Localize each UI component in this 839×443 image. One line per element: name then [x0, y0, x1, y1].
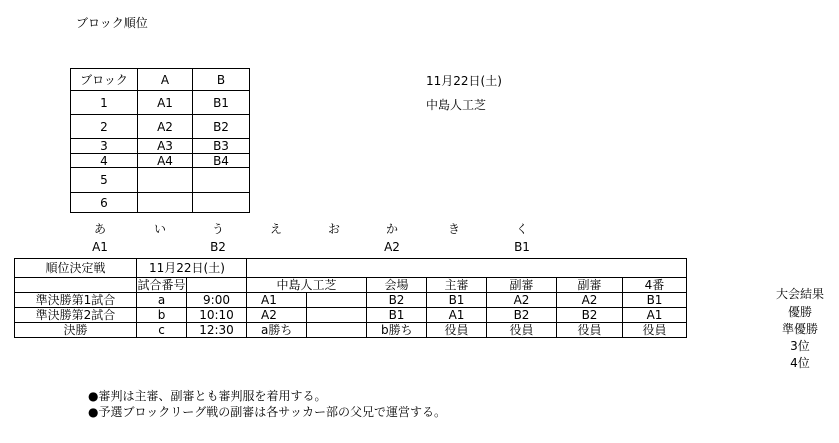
block-table-header	[71, 69, 250, 91]
match-time: 10:10	[187, 308, 247, 323]
header-block: ブロック	[71, 69, 138, 91]
header-assistant1: 副審	[487, 278, 557, 293]
final-table	[14, 258, 687, 338]
final-title-blank	[247, 259, 687, 278]
match-no: a	[137, 293, 187, 308]
match-court: B1	[367, 308, 427, 323]
match-assistant2: 役員	[557, 323, 623, 338]
table-row	[71, 193, 250, 213]
match-team2	[307, 308, 367, 323]
match-chief: A1	[427, 308, 487, 323]
match-assistant2: A2	[557, 293, 623, 308]
block-a-cell: A4	[138, 154, 193, 168]
note: ●審判は主審、副審とも審判服を着用する。	[88, 389, 327, 403]
match-assistant1: 役員	[487, 323, 557, 338]
block-b-cell	[193, 168, 250, 193]
final-title-row	[15, 259, 687, 278]
seed-label: B1	[514, 240, 530, 254]
block-number: 3	[71, 139, 138, 154]
page-title: ブロック順位	[76, 16, 148, 30]
block-b-cell: B4	[193, 154, 250, 168]
match-fourth: 役員	[623, 323, 687, 338]
kana-label: き	[447, 222, 460, 236]
block-b-cell: B2	[193, 115, 250, 139]
table-row	[71, 154, 250, 168]
block-b-cell: B1	[193, 91, 250, 115]
header-venue: 中島人工芝	[247, 278, 367, 293]
match-fourth: B1	[623, 293, 687, 308]
event-date: 11月22日(土)	[426, 74, 502, 88]
match-name: 準決勝第1試合	[15, 293, 137, 308]
kana-label: い	[153, 222, 166, 236]
block-number: 4	[71, 154, 138, 168]
table-row	[71, 168, 250, 193]
seed-label: B2	[210, 240, 226, 254]
header-blank	[15, 278, 137, 293]
match-team1: A1	[247, 293, 307, 308]
header-court: 会場	[367, 278, 427, 293]
match-no: b	[137, 308, 187, 323]
match-court: b勝ち	[367, 323, 427, 338]
block-a-cell: A1	[138, 91, 193, 115]
match-chief: B1	[427, 293, 487, 308]
result-item: 準優勝	[781, 322, 818, 336]
final-header-row	[15, 278, 687, 293]
block-table	[70, 68, 250, 213]
block-number: 1	[71, 91, 138, 115]
final-date: 11月22日(土)	[137, 259, 247, 278]
match-assistant2: B2	[557, 308, 623, 323]
block-a-cell: A2	[138, 115, 193, 139]
block-number: 2	[71, 115, 138, 139]
event-venue: 中島人工芝	[426, 98, 487, 112]
block-a-cell: A3	[138, 139, 193, 154]
header-chief: 主審	[427, 278, 487, 293]
match-team1: a勝ち	[247, 323, 307, 338]
table-row	[71, 139, 250, 154]
kana-label: う	[211, 222, 224, 236]
match-time: 12:30	[187, 323, 247, 338]
match-time: 9:00	[187, 293, 247, 308]
final-title: 順位決定戦	[15, 259, 137, 278]
table-row	[71, 115, 250, 139]
block-b-cell	[193, 193, 250, 213]
header-time-blank	[187, 278, 247, 293]
match-team2	[307, 293, 367, 308]
match-team1: A2	[247, 308, 307, 323]
block-number: 5	[71, 168, 138, 193]
match-assistant1: B2	[487, 308, 557, 323]
header-fourth: 4番	[623, 278, 687, 293]
header-match-no: 試合番号	[137, 278, 186, 292]
block-number: 6	[71, 193, 138, 213]
table-row	[71, 91, 250, 115]
match-assistant1: A2	[487, 293, 557, 308]
results-title: 大会結果	[775, 287, 824, 301]
seed-label: A1	[92, 240, 108, 254]
result-item: 3位	[790, 339, 810, 353]
match-chief: 役員	[427, 323, 487, 338]
result-item: 4位	[790, 356, 810, 370]
table-row	[15, 293, 687, 308]
note: ●予選ブロックリーグ戦の副審は各サッカー部の父兄で運営する。	[88, 405, 446, 419]
kana-label: く	[515, 222, 528, 236]
kana-label: お	[327, 222, 340, 236]
match-no: c	[137, 323, 187, 338]
block-b-cell: B3	[193, 139, 250, 154]
match-name: 準決勝第2試合	[15, 308, 137, 323]
match-court: B2	[367, 293, 427, 308]
match-fourth: A1	[623, 308, 687, 323]
block-a-cell	[138, 168, 193, 193]
table-row	[15, 323, 687, 338]
kana-label: か	[385, 222, 398, 236]
seed-label: A2	[384, 240, 400, 254]
kana-label: あ	[93, 222, 106, 236]
match-team2	[307, 323, 367, 338]
result-item: 優勝	[787, 305, 812, 319]
block-a-cell	[138, 193, 193, 213]
match-name: 決勝	[15, 323, 137, 338]
kana-label: え	[269, 222, 282, 236]
header-a: A	[138, 69, 193, 91]
header-b: B	[193, 69, 250, 91]
table-row	[15, 308, 687, 323]
header-assistant2: 副審	[557, 278, 623, 293]
